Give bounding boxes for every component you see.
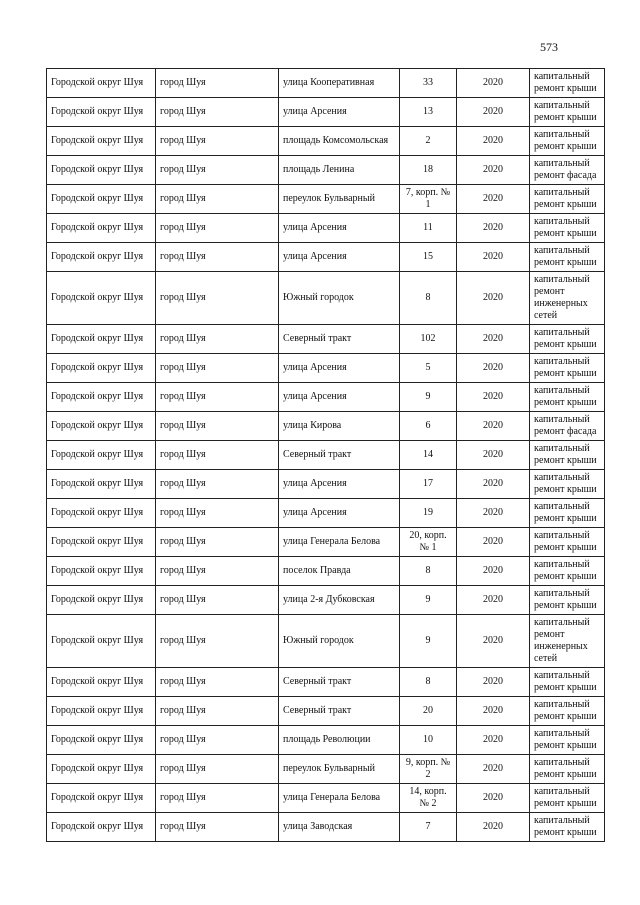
city-cell: город Шуя [156,156,279,185]
house-number-cell: 19 [400,499,457,528]
table-row [47,214,605,243]
year-cell: 2020 [457,127,530,156]
street-cell: Южный городок [279,615,400,668]
city-cell: город Шуя [156,325,279,354]
table-row [47,243,605,272]
year-cell: 2020 [457,383,530,412]
city-cell: город Шуя [156,69,279,98]
street-cell: Северный тракт [279,668,400,697]
table-row [47,726,605,755]
street-cell: улица Генерала Белова [279,784,400,813]
work-type-cell: капитальный ремонт крыши [530,697,605,726]
table-row [47,98,605,127]
work-type-cell: капитальный ремонт крыши [530,354,605,383]
house-number-cell: 10 [400,726,457,755]
table-row [47,470,605,499]
house-number-cell: 8 [400,272,457,325]
city-cell: город Шуя [156,557,279,586]
city-cell: город Шуя [156,383,279,412]
year-cell: 2020 [457,726,530,755]
city-cell: город Шуя [156,499,279,528]
table-row [47,383,605,412]
work-type-cell: капитальный ремонт крыши [530,69,605,98]
house-number-cell: 20 [400,697,457,726]
table-row [47,441,605,470]
year-cell: 2020 [457,325,530,354]
house-number-cell: 13 [400,98,457,127]
street-cell: улица Заводская [279,813,400,842]
table-row [47,528,605,557]
house-number-cell: 14 [400,441,457,470]
year-cell: 2020 [457,214,530,243]
district-cell: Городской округ Шуя [47,726,156,755]
work-type-cell: капитальный ремонт крыши [530,214,605,243]
table-body [47,69,605,842]
work-type-cell: капитальный ремонт инженерных сетей [530,615,605,668]
house-number-cell: 9 [400,586,457,615]
table-row [47,813,605,842]
work-type-cell: капитальный ремонт крыши [530,668,605,697]
district-cell: Городской округ Шуя [47,755,156,784]
work-type-cell: капитальный ремонт крыши [530,243,605,272]
street-cell: Северный тракт [279,441,400,470]
year-cell: 2020 [457,354,530,383]
house-number-cell: 14, корп. № 2 [400,784,457,813]
district-cell: Городской округ Шуя [47,441,156,470]
year-cell: 2020 [457,69,530,98]
city-cell: город Шуя [156,127,279,156]
district-cell: Городской округ Шуя [47,412,156,441]
district-cell: Городской округ Шуя [47,214,156,243]
work-type-cell: капитальный ремонт крыши [530,755,605,784]
year-cell: 2020 [457,185,530,214]
repair-schedule-table [46,68,605,842]
district-cell: Городской округ Шуя [47,784,156,813]
work-type-cell: капитальный ремонт крыши [530,185,605,214]
house-number-cell: 102 [400,325,457,354]
year-cell: 2020 [457,470,530,499]
year-cell: 2020 [457,98,530,127]
district-cell: Городской округ Шуя [47,243,156,272]
work-type-cell: капитальный ремонт крыши [530,383,605,412]
work-type-cell: капитальный ремонт крыши [530,127,605,156]
street-cell: переулок Бульварный [279,185,400,214]
year-cell: 2020 [457,557,530,586]
city-cell: город Шуя [156,185,279,214]
house-number-cell: 33 [400,69,457,98]
work-type-cell: капитальный ремонт инженерных сетей [530,272,605,325]
year-cell: 2020 [457,586,530,615]
year-cell: 2020 [457,668,530,697]
street-cell: улица Арсения [279,470,400,499]
district-cell: Городской округ Шуя [47,499,156,528]
district-cell: Городской округ Шуя [47,557,156,586]
city-cell: город Шуя [156,441,279,470]
house-number-cell: 17 [400,470,457,499]
house-number-cell: 8 [400,668,457,697]
table-row [47,69,605,98]
district-cell: Городской округ Шуя [47,470,156,499]
house-number-cell: 9 [400,383,457,412]
page-number: 573 [540,40,558,54]
year-cell: 2020 [457,412,530,441]
district-cell: Городской округ Шуя [47,697,156,726]
table-row [47,499,605,528]
table-row [47,784,605,813]
house-number-cell: 5 [400,354,457,383]
work-type-cell: капитальный ремонт крыши [530,586,605,615]
district-cell: Городской округ Шуя [47,98,156,127]
year-cell: 2020 [457,784,530,813]
city-cell: город Шуя [156,615,279,668]
table-row [47,185,605,214]
city-cell: город Шуя [156,813,279,842]
year-cell: 2020 [457,615,530,668]
street-cell: улица Арсения [279,499,400,528]
district-cell: Городской округ Шуя [47,615,156,668]
city-cell: город Шуя [156,214,279,243]
year-cell: 2020 [457,156,530,185]
work-type-cell: капитальный ремонт крыши [530,499,605,528]
table-row [47,697,605,726]
table-row [47,354,605,383]
work-type-cell: капитальный ремонт фасада [530,156,605,185]
house-number-cell: 15 [400,243,457,272]
street-cell: улица 2-я Дубковская [279,586,400,615]
table-row [47,412,605,441]
street-cell: площадь Революции [279,726,400,755]
house-number-cell: 2 [400,127,457,156]
year-cell: 2020 [457,272,530,325]
table-row [47,755,605,784]
table-row [47,325,605,354]
work-type-cell: капитальный ремонт фасада [530,412,605,441]
district-cell: Городской округ Шуя [47,272,156,325]
table-row [47,615,605,668]
year-cell: 2020 [457,528,530,557]
city-cell: город Шуя [156,243,279,272]
year-cell: 2020 [457,697,530,726]
city-cell: город Шуя [156,668,279,697]
district-cell: Городской округ Шуя [47,127,156,156]
street-cell: улица Арсения [279,98,400,127]
district-cell: Городской округ Шуя [47,586,156,615]
street-cell: Южный городок [279,272,400,325]
year-cell: 2020 [457,441,530,470]
table-row [47,586,605,615]
table-row [47,156,605,185]
house-number-cell: 9 [400,615,457,668]
work-type-cell: капитальный ремонт крыши [530,441,605,470]
street-cell: улица Арсения [279,354,400,383]
district-cell: Городской округ Шуя [47,668,156,697]
year-cell: 2020 [457,499,530,528]
house-number-cell: 9, корп. № 2 [400,755,457,784]
table-row [47,557,605,586]
city-cell: город Шуя [156,586,279,615]
street-cell: площадь Комсомольская [279,127,400,156]
street-cell: улица Арсения [279,214,400,243]
house-number-cell: 8 [400,557,457,586]
year-cell: 2020 [457,813,530,842]
table-row [47,127,605,156]
work-type-cell: капитальный ремонт крыши [530,557,605,586]
street-cell: площадь Ленина [279,156,400,185]
city-cell: город Шуя [156,755,279,784]
street-cell: переулок Бульварный [279,755,400,784]
district-cell: Городской округ Шуя [47,69,156,98]
city-cell: город Шуя [156,470,279,499]
work-type-cell: капитальный ремонт крыши [530,528,605,557]
district-cell: Городской округ Шуя [47,185,156,214]
street-cell: Северный тракт [279,697,400,726]
work-type-cell: капитальный ремонт крыши [530,784,605,813]
city-cell: город Шуя [156,272,279,325]
street-cell: Северный тракт [279,325,400,354]
house-number-cell: 7 [400,813,457,842]
city-cell: город Шуя [156,98,279,127]
street-cell: улица Генерала Белова [279,528,400,557]
city-cell: город Шуя [156,412,279,441]
street-cell: поселок Правда [279,557,400,586]
house-number-cell: 11 [400,214,457,243]
work-type-cell: капитальный ремонт крыши [530,98,605,127]
city-cell: город Шуя [156,726,279,755]
house-number-cell: 20, корп. № 1 [400,528,457,557]
work-type-cell: капитальный ремонт крыши [530,325,605,354]
year-cell: 2020 [457,243,530,272]
table-row [47,668,605,697]
city-cell: город Шуя [156,354,279,383]
district-cell: Городской округ Шуя [47,813,156,842]
city-cell: город Шуя [156,528,279,557]
table-row [47,272,605,325]
district-cell: Городской округ Шуя [47,383,156,412]
work-type-cell: капитальный ремонт крыши [530,470,605,499]
district-cell: Городской округ Шуя [47,156,156,185]
district-cell: Городской округ Шуя [47,528,156,557]
year-cell: 2020 [457,755,530,784]
house-number-cell: 18 [400,156,457,185]
city-cell: город Шуя [156,784,279,813]
house-number-cell: 6 [400,412,457,441]
street-cell: улица Арсения [279,243,400,272]
city-cell: город Шуя [156,697,279,726]
work-type-cell: капитальный ремонт крыши [530,726,605,755]
street-cell: улица Арсения [279,383,400,412]
district-cell: Городской округ Шуя [47,354,156,383]
house-number-cell: 7, корп. № 1 [400,185,457,214]
district-cell: Городской округ Шуя [47,325,156,354]
work-type-cell: капитальный ремонт крыши [530,813,605,842]
street-cell: улица Кооперативная [279,69,400,98]
street-cell: улица Кирова [279,412,400,441]
